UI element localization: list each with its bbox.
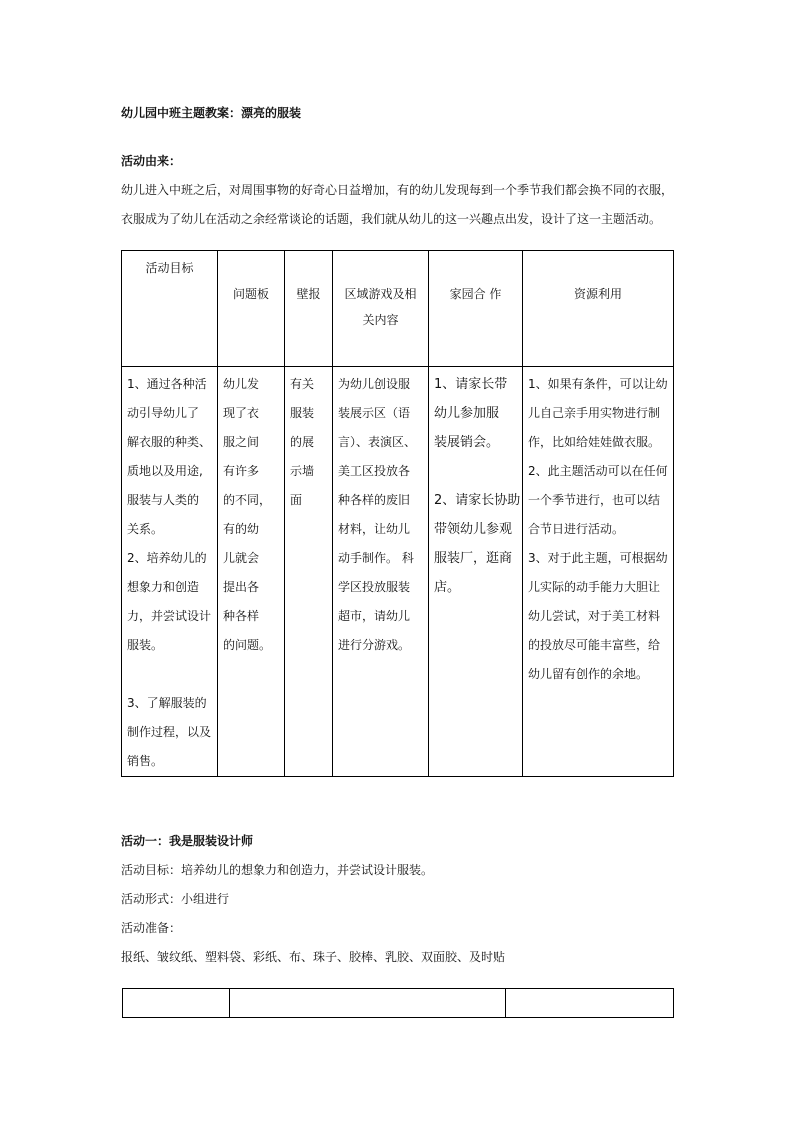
home-cooperation-cell: 1、请家长带 幼儿参加服 装展销会。 2、请家长协助 带领幼儿参观 服装厂，逛商 店。 (429, 367, 523, 777)
origin-paragraph-line: 衣服成为了幼儿在活动之余经常谈论的话题，我们就从幼儿的这一兴趣点出发，设计了这一主题活动。 (121, 212, 662, 226)
header-activity-goals: 活动目标 (122, 251, 218, 367)
activity1-table-cell (230, 989, 506, 1018)
page-title: 幼儿园中班主题教案：漂亮的服装 (121, 106, 302, 120)
header-resource-use: 资源利用 (523, 251, 674, 367)
resource-use-cell: 1、如果有条件，可以让幼 儿自己亲手用实物进行制 作，比如给娃娃做衣服。 2、此主题活动可以在任何 一个季节进行，也可以结 合节日进行活动。 3、对于此主题，可根据幼 儿实际的动手能力大胆让 幼儿尝试，对于美工材料 的投放尽可能丰富些，给 幼儿留有创作的余地。 (523, 367, 674, 777)
wall-poster-cell: 有关 服装 的展 示墙 面 (285, 367, 333, 777)
goals-cell: 1、通过各种活 动引导幼儿了 解衣服的种类、 质地以及用途, 服装与人类的 关系。 2、培养幼儿的 想象力和创造 力，并尝试设计 服装。 3、了解服装的 制作过程，以及 销售。 (122, 367, 218, 777)
header-area-games: 区域游戏及相 关内容 (333, 251, 429, 367)
header-home-cooperation: 家园合 作 (429, 251, 523, 367)
activity1-table-cell (506, 989, 674, 1018)
activity1-goal: 活动目标：培养幼儿的想象力和创造力，并尝试设计服装。 (121, 863, 434, 877)
activity1-form: 活动形式：小组进行 (121, 892, 230, 906)
header-question-board: 问题板 (218, 251, 285, 367)
activity1-prep-label: 活动准备： (121, 921, 182, 935)
origin-paragraph-line: 幼儿进入中班之后，对周围事物的好奇心日益增加，有的幼儿发现每到一个季节我们都会换不同的衣服， (121, 183, 674, 197)
question-board-cell: 幼儿发 现了衣 服之间 有许多 的不同， 有的幼 儿就会 提出各 种各样 的问题。 (218, 367, 285, 777)
area-games-cell: 为幼儿创设服 装展示区（语 言）、表演区、 美工区投放各 种各样的废旧 材料，让幼儿 动手制作。 科 学区投放服装 超市，请幼儿 进行分游戏。 (333, 367, 429, 777)
header-wall-poster: 壁报 (285, 251, 333, 367)
activity1-heading: 活动一：我是服装设计师 (121, 834, 254, 848)
theme-plan-table (121, 250, 674, 777)
activity1-materials: 报纸、皱纹纸、塑料袋、彩纸、布、珠子、胶棒、乳胶、双面胶、及时贴 (121, 950, 506, 964)
activity1-table (122, 988, 674, 1018)
activity1-table-cell (123, 989, 230, 1018)
origin-heading: 活动由来： (121, 154, 182, 168)
